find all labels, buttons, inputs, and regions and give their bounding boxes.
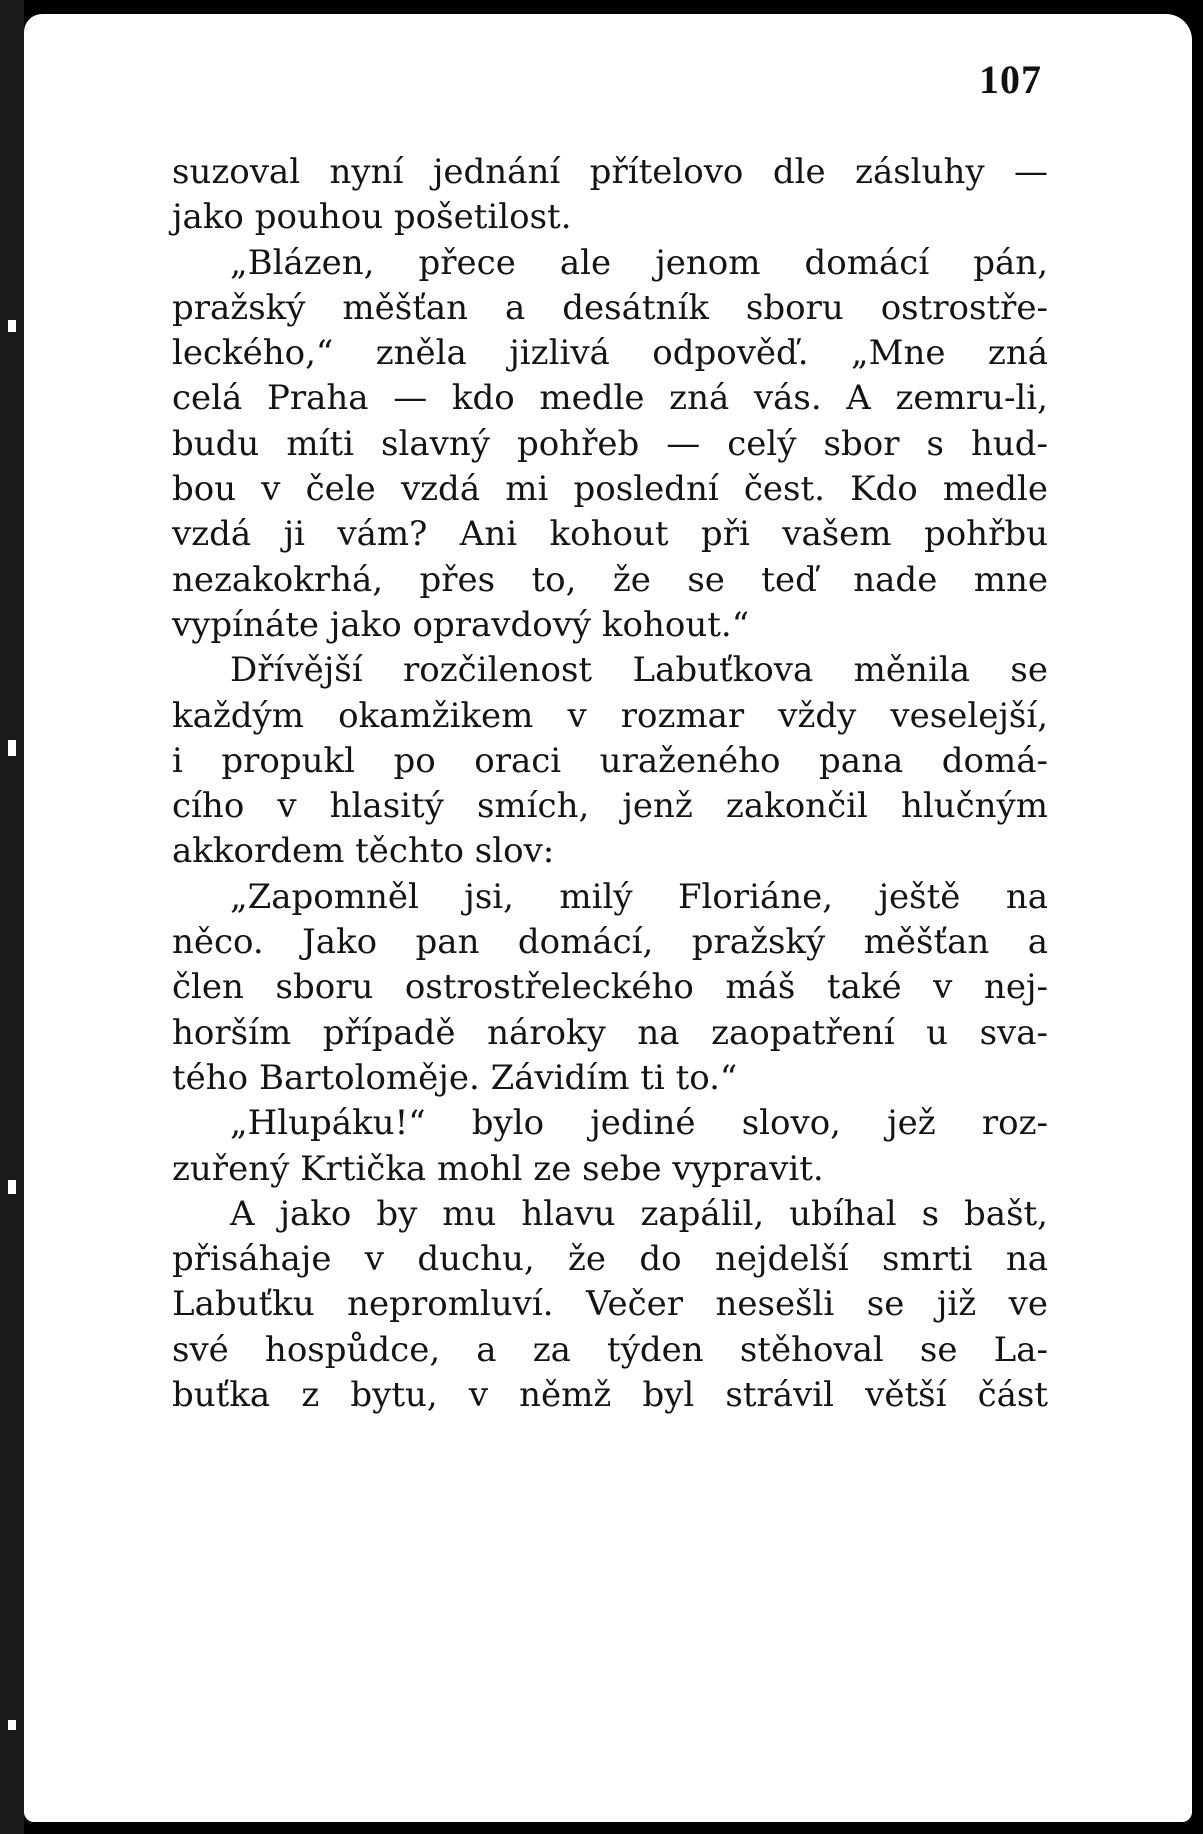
binding-mark (8, 1720, 16, 1730)
text-line: bou v čele vzdá mi poslední čest. Kdo medle (172, 469, 1048, 510)
book-page (24, 14, 1192, 1822)
text-line: přisáhaje v duchu, že do nejdelší smrti na (172, 1239, 1048, 1280)
binding-mark (8, 740, 16, 756)
text-line: akkordem těchto slov: (172, 831, 555, 872)
binding-mark (8, 1180, 16, 1194)
text-line: „Hlupáku!“ bylo jediné slovo, jež roz- (230, 1103, 1048, 1144)
text-line: jako pouhou pošetilost. (172, 197, 572, 238)
body-text (172, 150, 1048, 1418)
text-line: nezakokrhá, přes to, že se teď nade mne (172, 559, 1048, 600)
text-line: A jako by mu hlavu zapálil, ubíhal s bašt, (230, 1193, 1048, 1234)
text-line: tého Bartoloměje. Závidím ti to.“ (172, 1057, 738, 1098)
text-line: cího v hlasitý smích, jenž zakončil hlučným (172, 786, 1048, 827)
text-line: něco. Jako pan domácí, pražský měšťan a (172, 922, 1048, 963)
text-line: celá Praha — kdo medle zná vás. A zemru-li, (172, 378, 1048, 419)
text-line: horším případě nároky na zaopatření u sva- (172, 1012, 1048, 1053)
text-line: Labuťku nepromluví. Večer nesešli se již ve (172, 1284, 1048, 1325)
text-line: buťka z bytu, v němž byl strávil větší část (172, 1375, 1048, 1416)
text-line: leckého,“ zněla jizlivá odpověď. „Mne zná (172, 333, 1048, 374)
binding-mark (8, 320, 16, 332)
text-line: vzdá ji vám? Ani kohout při vašem pohřbu (172, 514, 1048, 555)
text-line: „Blázen, přece ale jenom domácí pán, (230, 242, 1048, 283)
text-line: pražský měšťan a desátník sboru ostrostře- (172, 287, 1048, 328)
text-line: budu míti slavný pohřeb — celý sbor s hud- (172, 423, 1048, 464)
text-line: suzoval nyní jednání přítelovo dle zásluhy — (172, 152, 1048, 192)
binding-edge (0, 0, 24, 1834)
text-line: člen sboru ostrostřeleckého máš také v nej- (172, 967, 1048, 1008)
page-number: 107 (979, 57, 1042, 102)
text-line: vypínáte jako opravdový kohout.“ (172, 604, 750, 645)
text-line: i propukl po oraci uraženého pana domá- (172, 740, 1048, 781)
text-line: zuřený Krtička mohl ze sebe vypravit. (172, 1148, 824, 1189)
text-line: každým okamžikem v rozmar vždy veselejší, (172, 695, 1048, 736)
text-line: „Zapomněl jsi, milý Floriáne, ještě na (230, 876, 1048, 917)
text-line: Dřívější rozčilenost Labuťkova měnila se (230, 650, 1048, 691)
text-line: své hospůdce, a za týden stěhoval se La- (172, 1329, 1048, 1370)
